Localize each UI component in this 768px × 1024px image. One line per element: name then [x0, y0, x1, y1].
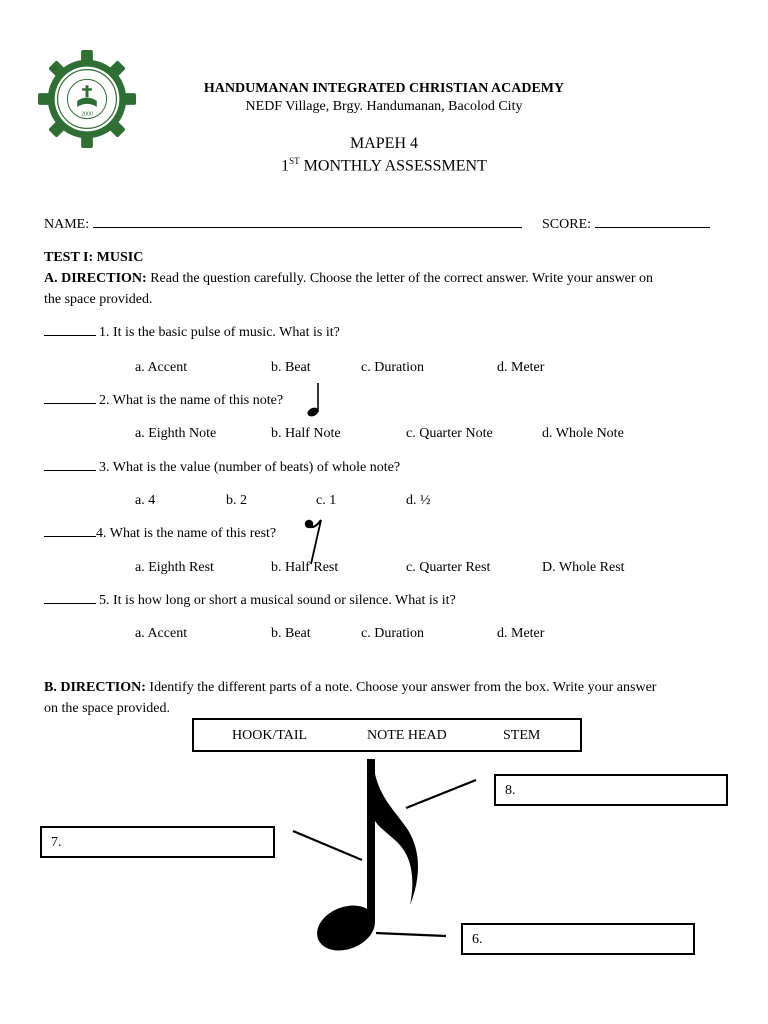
word-box — [192, 718, 582, 752]
word-stem: STEM — [503, 728, 541, 743]
choice-5c: c. Duration — [361, 626, 424, 641]
direction-a-line1: A. DIRECTION: Read the question carefully. Choose the letter of the correct answer. Write your answer on — [44, 271, 654, 286]
choice-2b: b. Half Note — [271, 426, 341, 441]
answer-box-8[interactable]: 8. — [494, 774, 728, 806]
name-blank[interactable] — [93, 227, 522, 228]
choice-4a: a. Eighth Rest — [135, 560, 214, 575]
choice-4c: c. Quarter Rest — [406, 560, 491, 575]
answer-blank-4[interactable] — [44, 536, 96, 537]
direction-b-line1: B. DIRECTION: Identify the different parts of a note. Choose your answer from the box. Write your answer — [44, 680, 657, 695]
score-field[interactable]: SCORE: — [542, 217, 710, 233]
direction-b-line2: on the space provided. — [44, 701, 170, 716]
answer-blank-1[interactable] — [44, 335, 96, 336]
score-blank[interactable] — [595, 227, 710, 228]
choice-2c: c. Quarter Note — [406, 426, 493, 441]
answer-blank-2[interactable] — [44, 403, 96, 404]
answer-box-6[interactable]: 6. — [461, 923, 695, 955]
choice-5a: a. Accent — [135, 626, 188, 641]
question-4: 4. What is the name of this rest? — [44, 526, 276, 542]
choice-1c: c. Duration — [361, 360, 424, 375]
question-3: 3. What is the value (number of beats) of whole note? — [44, 460, 400, 476]
name-field[interactable]: NAME: — [44, 217, 522, 233]
eighth-note-icon — [280, 755, 490, 960]
word-hook-tail: HOOK/TAIL — [232, 728, 308, 743]
choice-4b: b. Half Rest — [271, 560, 339, 575]
choice-3c: c. 1 — [316, 493, 337, 508]
svg-text:2000: 2000 — [81, 111, 93, 118]
choice-2d: d. Whole Note — [542, 426, 624, 441]
subject-title: MAPEH 4 — [349, 135, 418, 152]
question-2: 2. What is the name of this note? — [44, 393, 283, 409]
choice-1d: d. Meter — [497, 360, 545, 375]
answer-blank-3[interactable] — [44, 470, 96, 471]
choice-3d: d. ½ — [406, 493, 431, 508]
direction-a-line2: the space provided. — [44, 292, 153, 307]
choice-4d: D. Whole Rest — [542, 560, 625, 575]
choice-1b: b. Beat — [271, 360, 311, 375]
test-title: TEST I: MUSIC — [44, 250, 144, 265]
choice-2a: a. Eighth Note — [135, 426, 217, 441]
answer-blank-5[interactable] — [44, 603, 96, 604]
choice-5b: b. Beat — [271, 626, 311, 641]
question-1: 1. It is the basic pulse of music. What is it? — [44, 325, 340, 341]
school-address: NEDF Village, Brgy. Handumanan, Bacolod City — [245, 99, 523, 114]
choice-1a: a. Accent — [135, 360, 188, 375]
choice-3b: b. 2 — [226, 493, 247, 508]
word-note-head: NOTE HEAD — [367, 728, 447, 743]
choice-3a: a. 4 — [135, 493, 156, 508]
choice-5d: d. Meter — [497, 626, 545, 641]
answer-box-7[interactable]: 7. — [40, 826, 275, 858]
quarter-note-icon — [304, 381, 324, 419]
school-name: HANDUMANAN INTEGRATED CHRISTIAN ACADEMY — [203, 81, 565, 96]
question-5: 5. It is how long or short a musical sound or silence. What is it? — [44, 593, 456, 609]
assessment-title: 1ST MONTHLY ASSESSMENT — [281, 156, 487, 175]
